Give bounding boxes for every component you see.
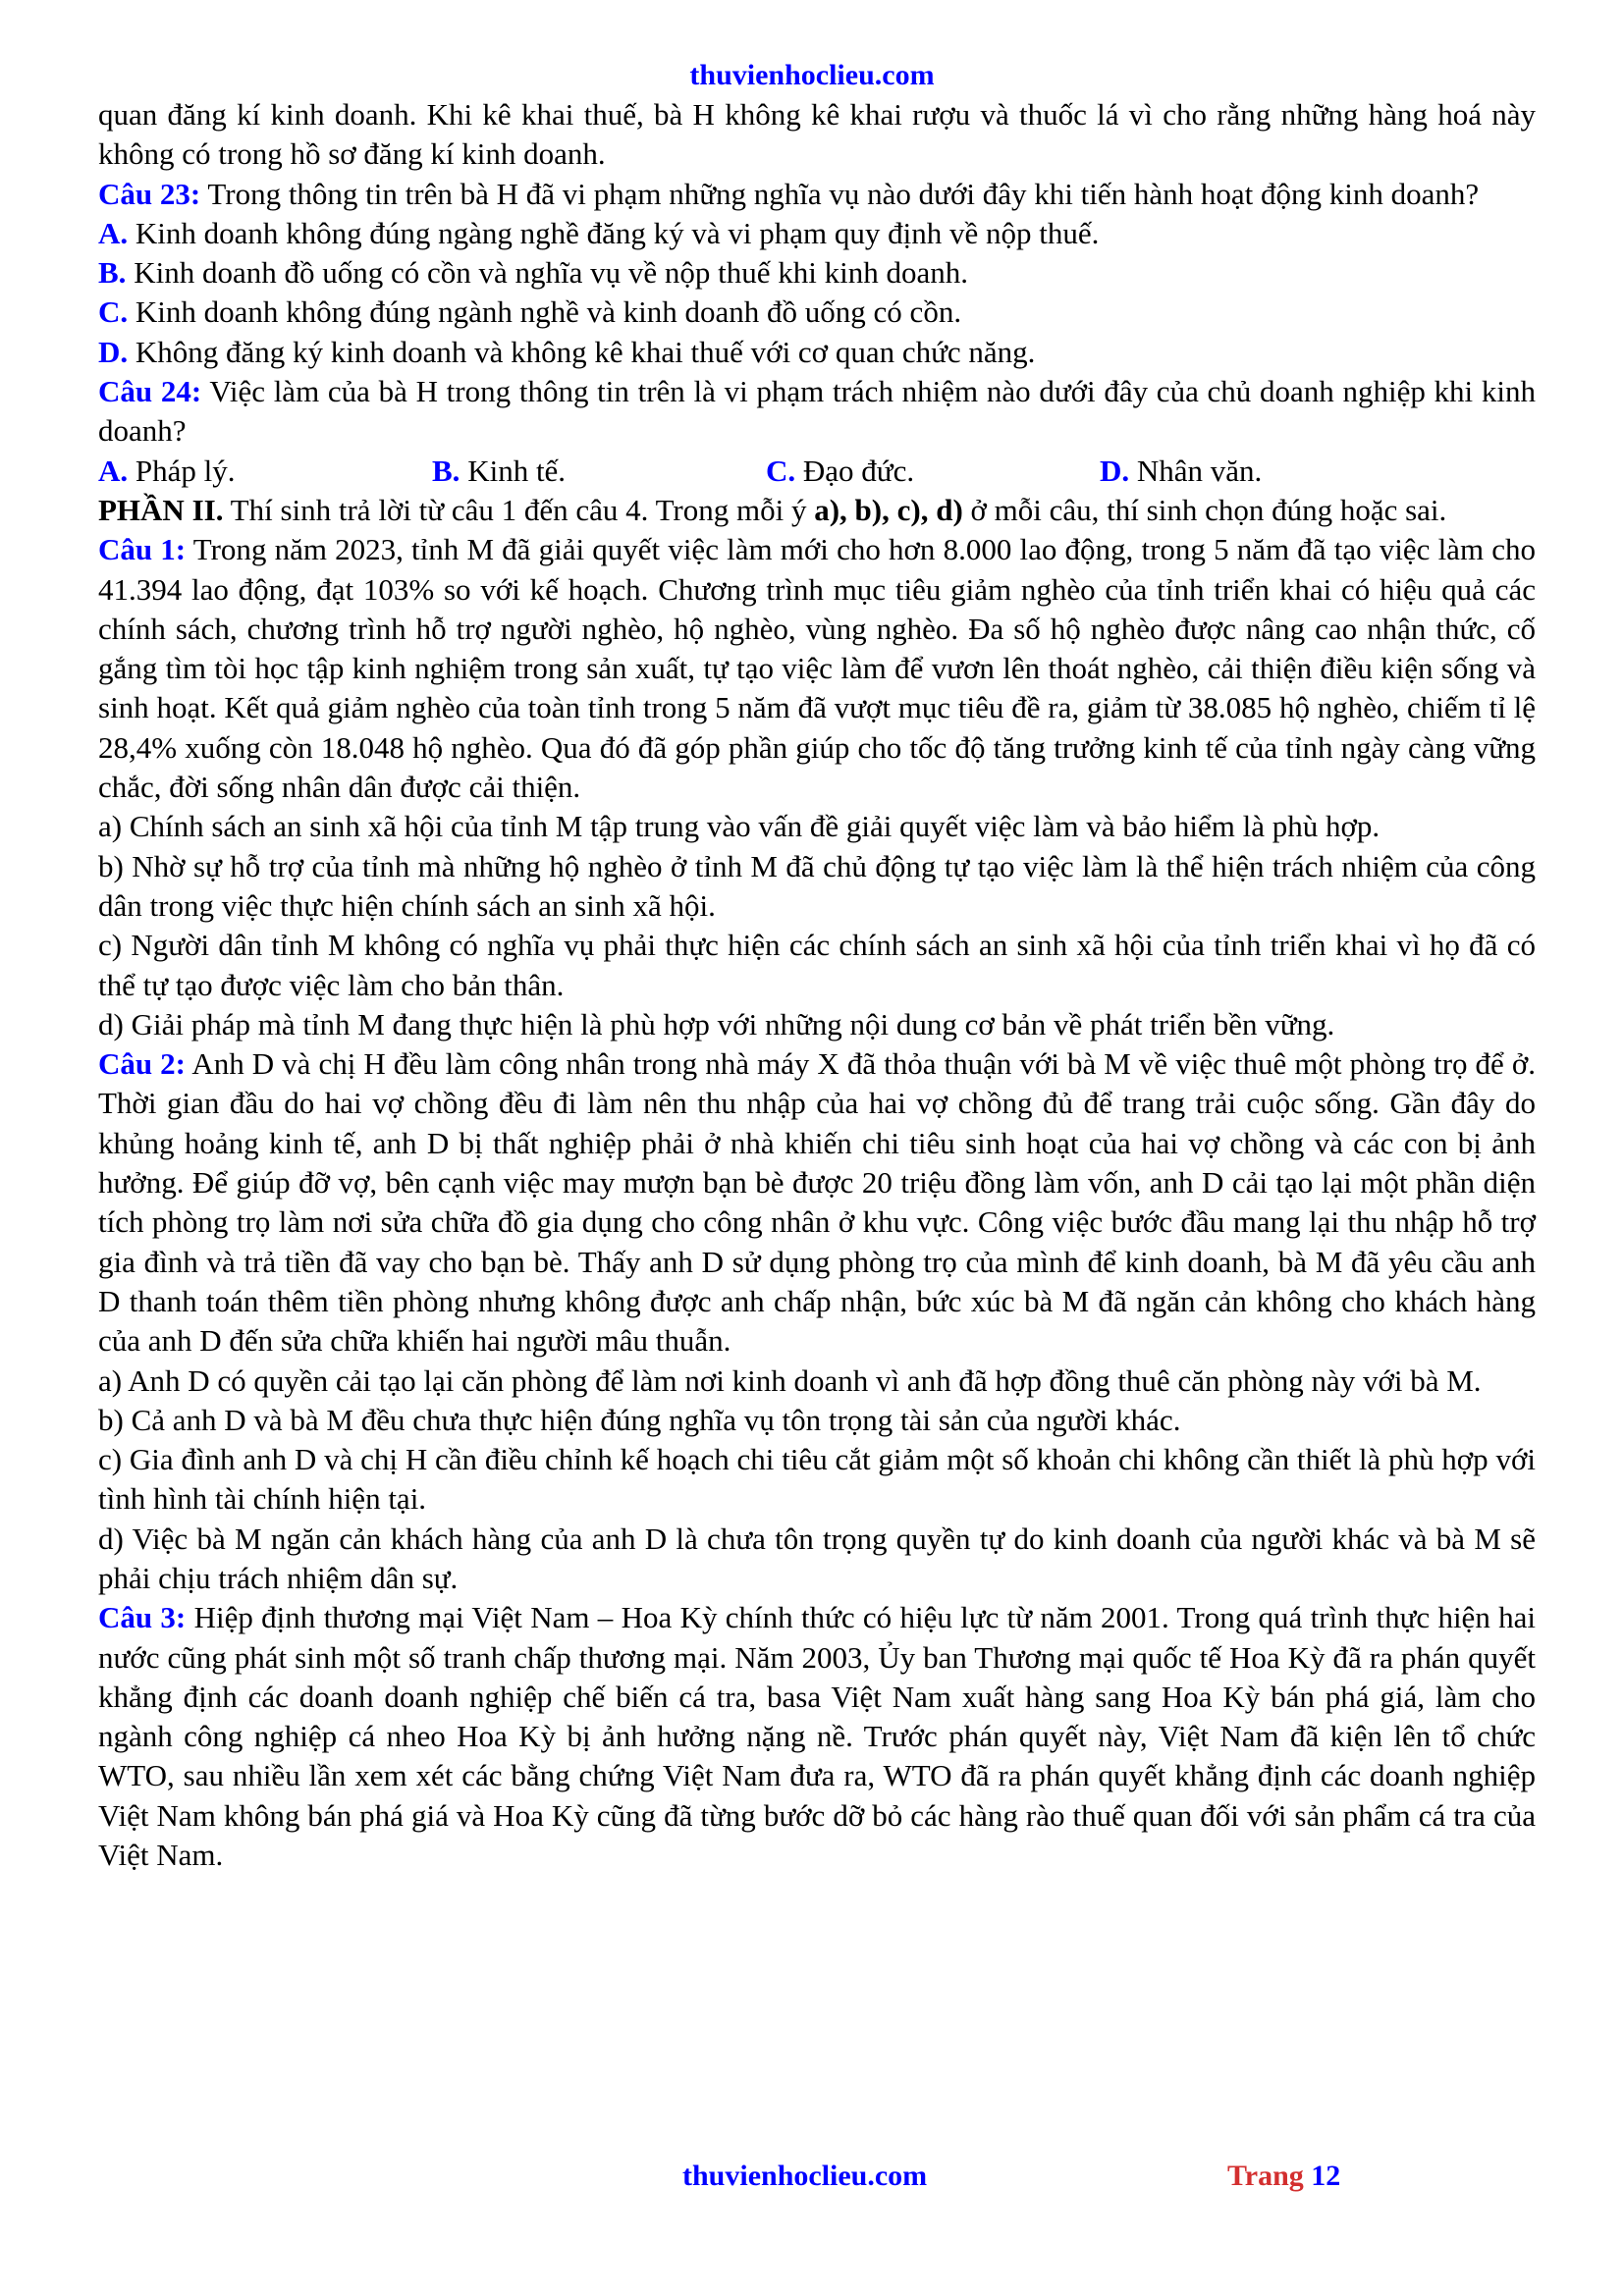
option-text: Kinh tế.: [460, 453, 567, 488]
question-24-option-a: [98, 452, 432, 491]
question-3-label: Câu 3:: [98, 1600, 187, 1635]
question-24-option-b: [432, 452, 766, 491]
question-23-text: Trong thông tin trên bà H đã vi phạm những nghĩa vụ nào dưới đây khi tiến hành hoạt động kinh doanh?: [200, 176, 1480, 211]
question-2-item-a: a) Anh D có quyền cải tạo lại căn phòng để làm nơi kinh doanh vì anh đã hợp đồng thuê căn phòng này với bà M.: [98, 1362, 1482, 1398]
question-2-label: Câu 2:: [98, 1046, 186, 1082]
option-text: Đạo đức.: [795, 453, 915, 488]
question-1-item-c: c) Người dân tỉnh M không có nghĩa vụ phải thực hiện các chính sách an sinh xã hội của tỉnh triển khai vì họ đã có thể tự tạo được việc làm cho bản thân.: [98, 928, 1536, 1002]
question-1: [98, 530, 1536, 807]
question-23-option-b: [98, 253, 1536, 293]
question-1-label: Câu 1:: [98, 532, 187, 567]
question-24-option-d: [1100, 452, 1434, 491]
question-23-label: Câu 23:: [98, 176, 201, 211]
question-1-item-a: a) Chính sách an sinh xã hội của tỉnh M tập trung vào vấn đề giải quyết việc làm và bảo hiểm là phù hợp.: [98, 809, 1380, 844]
question-24: [98, 372, 1536, 452]
question-2-item-d: d) Việc bà M ngăn cản khách hàng của anh D là chưa tôn trọng quyền tự do kinh doanh của người khác và bà M sẽ phải chịu trách nhiệm dân sự.: [98, 1521, 1536, 1595]
footer-page-word: Trang: [1227, 2160, 1304, 2192]
option-letter: C.: [98, 294, 129, 330]
footer-page-num: 12: [1311, 2160, 1341, 2192]
question-24-option-c: [766, 452, 1100, 491]
option-text: Kinh doanh không đúng ngàng nghề đăng ký và vi phạm quy định về nộp thuế.: [128, 215, 1100, 250]
option-letter: B.: [98, 255, 127, 291]
question-2: [98, 1044, 1536, 1361]
question-23-option-d: [98, 333, 1536, 372]
footer-site: thuvienhoclieu.com: [682, 2160, 928, 2192]
question-23-option-a: [98, 214, 1536, 253]
option-letter: A.: [98, 215, 129, 250]
page-header-site: thuvienhoclieu.com: [689, 59, 935, 91]
footer-page-number: [1227, 2160, 1340, 2193]
option-letter: D.: [98, 334, 129, 369]
part-2-text-after: ở mỗi câu, thí sinh chọn đúng hoặc sai.: [962, 492, 1447, 527]
question-23-option-c: [98, 293, 1536, 332]
question-2-item-b: b) Cả anh D và bà M đều chưa thực hiện đúng nghĩa vụ tôn trọng tài sản của người khác.: [98, 1402, 1181, 1437]
part-2-label: PHẦN II.: [98, 492, 224, 527]
option-letter: B.: [432, 453, 460, 488]
question-1-item-b: b) Nhờ sự hỗ trợ của tỉnh mà những hộ nghèo ở tỉnh M đã chủ động tự tạo việc làm là thể hiện trách nhiệm của công dân trong việc thực hiện chính sách an sinh xã hội.: [98, 848, 1536, 923]
question-24-options: [98, 452, 1536, 491]
page-footer: [0, 2160, 1624, 2199]
question-1-text: Trong năm 2023, tỉnh M đã giải quyết việc làm mới cho hơn 8.000 lao động, trong 5 năm đã tạo việc làm cho 41.394 lao động, đạt 103% so với kế hoạch. Chương trình mục tiêu giảm nghèo của tỉnh triển khai có hiệu quả các chính sách, chương trình hỗ trợ người nghèo, hộ nghèo, vùng nghèo. Đa số hộ nghèo được nâng cao nhận thức, cố gắng tìm tòi học tập kinh nghiệm trong sản xuất, tự tạo việc làm để vươn lên thoát nghèo, cải thiện điều kiện sống và sinh hoạt. Kết quả giảm nghèo của toàn tỉnh trong 5 năm đã vượt mục tiêu đề ra, giảm từ 38.085 hộ nghèo, chiếm tỉ lệ 28,4% xuống còn 18.048 hộ nghèo. Qua đó đã góp phần giúp cho tốc độ tăng trưởng kinh tế của tỉnh ngày càng vững chắc, đời sống nhân dân được cải thiện.: [98, 532, 1536, 805]
question-2-text: Anh D và chị H đều làm công nhân trong nhà máy X đã thỏa thuận với bà M về việc thuê một phòng trọ để ở. Thời gian đầu do hai vợ chồng đều đi làm nên thu nhập của hai vợ chồng đủ để trang trải cuộc sống. Gần đây do khủng hoảng kinh tế, anh D bị thất nghiệp phải ở nhà khiến chi tiêu sinh hoạt của hai vợ chồng và các con bị ảnh hưởng. Để giúp đỡ vợ, bên cạnh việc may mượn bạn bè được 20 triệu đồng làm vốn, anh D cải tạo lại một phần diện tích phòng trọ làm nơi sửa chữa đồ gia dụng cho công nhân ở khu vực. Công việc bước đầu mang lại thu nhập hỗ trợ gia đình và trả tiền đã vay cho bạn bè. Thấy anh D sử dụng phòng trọ của mình để kinh doanh, bà M đã yêu cầu anh D thanh toán thêm tiền phòng nhưng không được anh chấp nhận, bức xúc bà M đã ngăn cản không cho khách hàng của anh D đến sửa chữa khiến hai người mâu thuẫn.: [98, 1046, 1536, 1359]
option-text: Không đăng ký kinh doanh và không kê khai thuế với cơ quan chức năng.: [128, 334, 1036, 369]
document-body: [98, 95, 1536, 1875]
option-letter: C.: [766, 453, 796, 488]
question-3-text: Hiệp định thương mại Việt Nam – Hoa Kỳ chính thức có hiệu lực từ năm 2001. Trong quá trình thực hiện hai nước cũng phát sinh một số tranh chấp thương mại. Năm 2003, Ủy ban Thương mại quốc tế Hoa Kỳ đã ra phán quyết khẳng định các doanh doanh nghiệp chế biến cá tra, basa Việt Nam xuất hàng sang Hoa Kỳ bán phá giá, làm cho ngành công nghiệp cá nheo Hoa Kỳ bị ảnh hưởng nặng nề. Trước phán quyết này, Việt Nam đã kiện lên tổ chức WTO, sau nhiều lần xem xét các bằng chứng Việt Nam đưa ra, WTO đã ra phán quyết khẳng định các doanh nghiệp Việt Nam không bán phá giá và Hoa Kỳ cũng đã từng bước dỡ bỏ các hàng rào thuế quan đối với sản phẩm cá tra của Việt Nam.: [98, 1600, 1536, 1873]
option-letter: D.: [1100, 453, 1130, 488]
option-text: Nhân văn.: [1129, 453, 1263, 488]
part-2-bold-items: a), b), c), d): [814, 492, 963, 527]
question-24-text: Việc làm của bà H trong thông tin trên là vi phạm trách nhiệm nào dưới đây của chủ doanh nghiệp khi kinh doanh?: [98, 374, 1536, 449]
intro-continuation: quan đăng kí kinh doanh. Khi kê khai thuế, bà H không kê khai rượu và thuốc lá vì cho rằng những hàng hoá này không có trong hồ sơ đăng kí kinh doanh.: [98, 97, 1536, 172]
option-letter: A.: [98, 453, 129, 488]
question-2-item-c: c) Gia đình anh D và chị H cần điều chỉnh kế hoạch chi tiêu cắt giảm một số khoản chi không cần thiết là phù hợp với tình hình tài chính hiện tại.: [98, 1442, 1536, 1517]
question-1-item-d: d) Giải pháp mà tỉnh M đang thực hiện là phù hợp với những nội dung cơ bản về phát triển bền vững.: [98, 1006, 1335, 1041]
question-23: [98, 175, 1536, 214]
option-text: Kinh doanh đồ uống có cồn và nghĩa vụ về nộp thuế khi kinh doanh.: [126, 255, 968, 291]
question-3: [98, 1598, 1536, 1875]
question-24-label: Câu 24:: [98, 374, 202, 409]
option-text: Kinh doanh không đúng ngành nghề và kinh doanh đồ uống có cồn.: [128, 294, 962, 330]
option-text: Pháp lý.: [128, 453, 236, 488]
part-2-instructions: [98, 491, 1536, 530]
part-2-text-before: Thí sinh trả lời từ câu 1 đến câu 4. Trong mỗi ý: [223, 492, 815, 527]
